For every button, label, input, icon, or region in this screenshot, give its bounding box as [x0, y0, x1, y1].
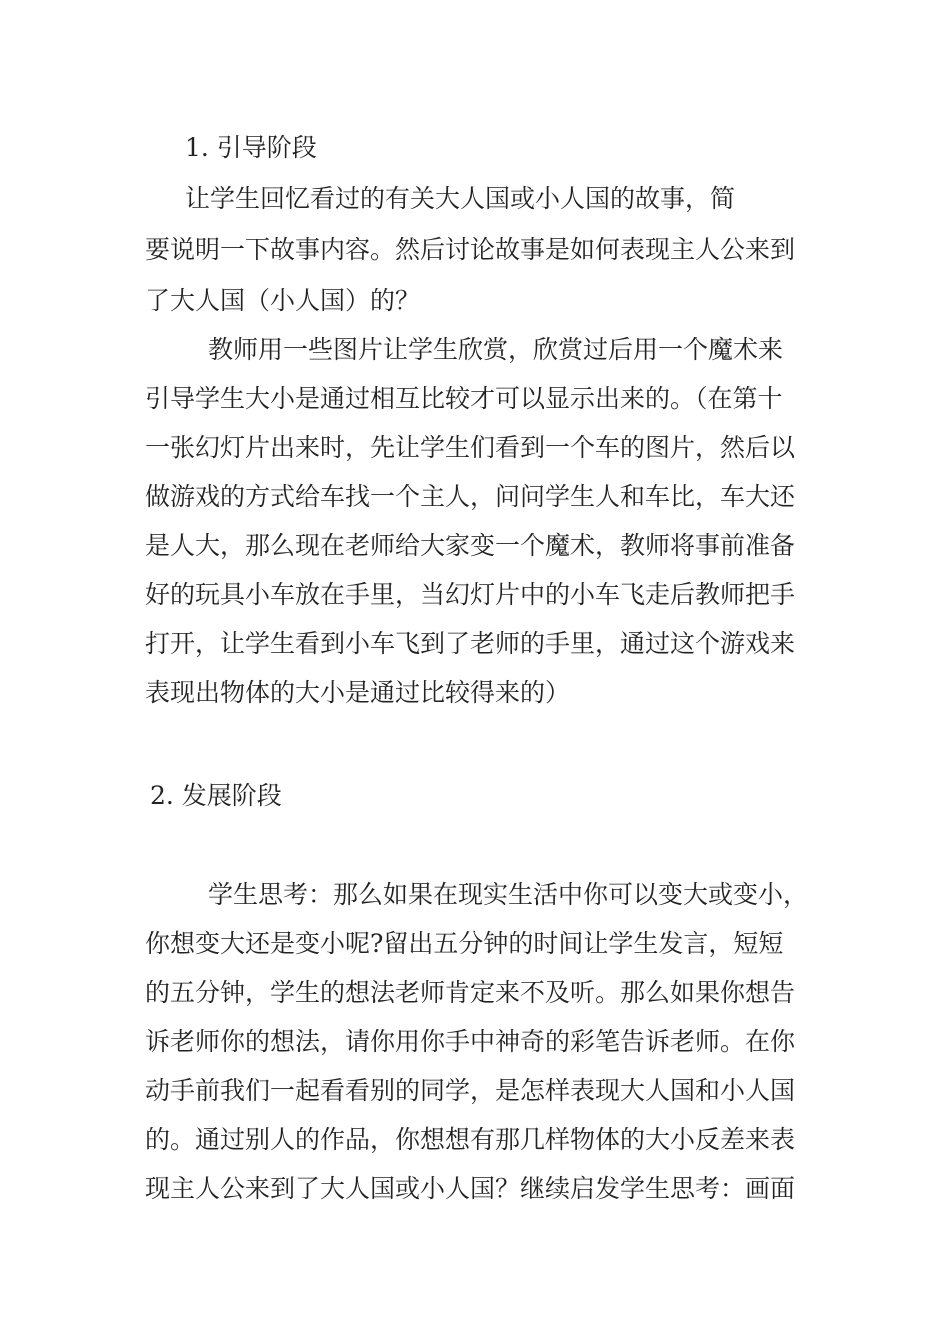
section-heading-development: 2. 发展阶段 — [150, 781, 282, 810]
paragraph-line: 打开，让学生看到小车飞到了老师的手里，通过这个游戏来 — [145, 629, 796, 658]
paragraph-line: 一张幻灯片出来时，先让学生们看到一个车的图片，然后以 — [145, 433, 796, 462]
paragraph-line: 的。通过别人的作品，你想想有那几样物体的大小反差来表 — [145, 1125, 796, 1154]
paragraph-line: 学生思考：那么如果在现实生活中你可以变大或变小， — [208, 880, 809, 909]
paragraph-line: 动手前我们一起看看别的同学，是怎样表现大人国和小人国 — [145, 1076, 796, 1105]
paragraph-line: 让学生回忆看过的有关大人国或小人国的故事，简 — [185, 184, 736, 213]
paragraph-line: 的五分钟，学生的想法老师肯定来不及听。那么如果你想告 — [145, 978, 796, 1007]
paragraph-line: 做游戏的方式给车找一个主人，问问学生人和车比，车大还 — [145, 482, 796, 511]
paragraph-line: 了大人国（小人国）的？ — [145, 286, 421, 315]
paragraph-line: 你想变大还是变小呢?留出五分钟的时间让学生发言，短短 — [145, 929, 784, 958]
paragraph-line: 引导学生大小是通过相互比较才可以显示出来的。（在第十 — [145, 384, 783, 413]
paragraph-line: 要说明一下故事内容。然后讨论故事是如何表现主人公来到 — [145, 235, 796, 264]
paragraph-line: 现主人公来到了大人国或小人国？继续启发学生思考：画面 — [145, 1174, 796, 1203]
paragraph-line: 是人大，那么现在老师给大家变一个魔术，教师将事前准备 — [145, 531, 796, 560]
section-heading-guidance: 1. 引导阶段 — [185, 133, 317, 162]
paragraph-line: 教师用一些图片让学生欣赏，欣赏过后用一个魔术来 — [208, 335, 784, 364]
paragraph-line: 好的玩具小车放在手里，当幻灯片中的小车飞走后教师把手 — [145, 580, 796, 609]
paragraph-line: 诉老师你的想法，请你用你手中神奇的彩笔告诉老师。在你 — [145, 1027, 796, 1056]
paragraph-line: 表现出物体的大小是通过比较得来的） — [145, 678, 571, 707]
